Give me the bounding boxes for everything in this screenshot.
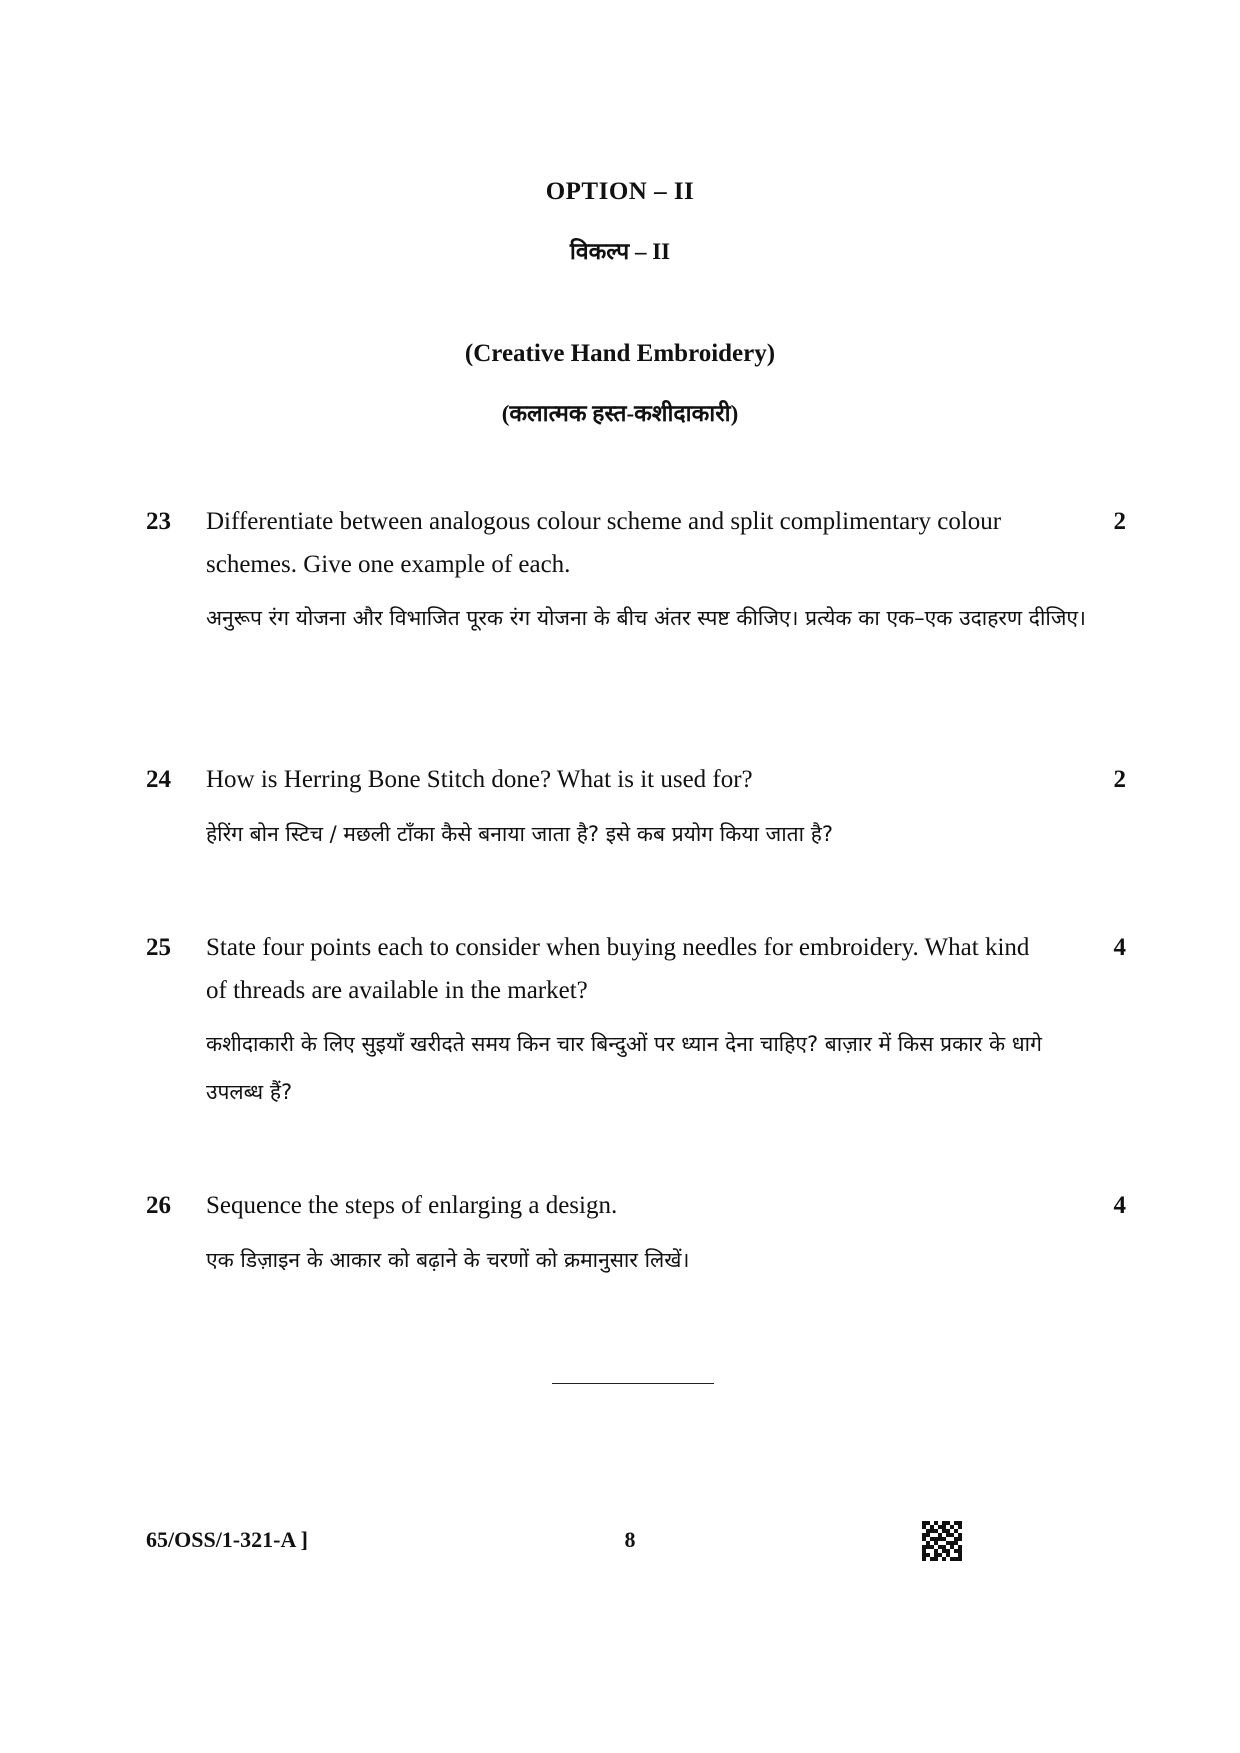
question-number: 26 xyxy=(146,1192,171,1219)
question-marks: 2 xyxy=(1113,508,1126,535)
question-marks: 2 xyxy=(1113,766,1126,793)
question-text-hindi: कशीदाकारी के लिए सुइयाँ खरीदते समय किन चार बिन्दुओं पर ध्यान देना चाहिए? बाज़ार में किस प्रकार के धागे उपलब्ध हैं? xyxy=(206,1032,1042,1104)
question-marks: 4 xyxy=(1113,1192,1126,1219)
question-text-hindi: एक डिज़ाइन के आकार को बढ़ाने के चरणों को क्रमानुसार लिखें। xyxy=(206,1248,690,1272)
question-text-english: How is Herring Bone Stitch done? What is it used for? xyxy=(206,766,753,793)
subject-heading-hindi: (कलात्मक हस्त-कशीदाकारी) xyxy=(501,401,739,426)
option-heading-hindi: विकल्प – II xyxy=(569,239,671,264)
paper-code: 65/OSS/1-321-A ] xyxy=(146,1527,308,1552)
question-text-english: State four points each to consider when buying needles for embroidery. What kind of threads are available in the market? xyxy=(206,934,1030,1004)
question-number: 25 xyxy=(146,934,171,961)
question-number: 24 xyxy=(146,766,171,793)
question-text-english: Sequence the steps of enlarging a design. xyxy=(206,1192,618,1219)
page-number: 8 xyxy=(624,1527,636,1552)
question-number: 23 xyxy=(146,508,171,535)
question-text-hindi: अनुरूप रंग योजना और विभाजित पूरक रंग योजना के बीच अंतर स्पष्ट कीजिए। प्रत्येक का एक–एक उदाहरण दीजिए। xyxy=(206,606,1086,630)
option-heading: OPTION – II xyxy=(545,178,695,205)
question-text-hindi: हेरिंग बोन स्टिच / मछली टाँका कैसे बनाया जाता है? इसे कब प्रयोग किया जाता है? xyxy=(206,822,834,846)
question-marks: 4 xyxy=(1113,934,1126,961)
question-text-english: Differentiate between analogous colour scheme and split complimentary colour schemes. Give one example of each. xyxy=(206,508,1002,578)
end-divider xyxy=(552,1383,714,1384)
subject-heading: (Creative Hand Embroidery) xyxy=(464,340,776,367)
qr-code-icon xyxy=(922,1521,962,1561)
